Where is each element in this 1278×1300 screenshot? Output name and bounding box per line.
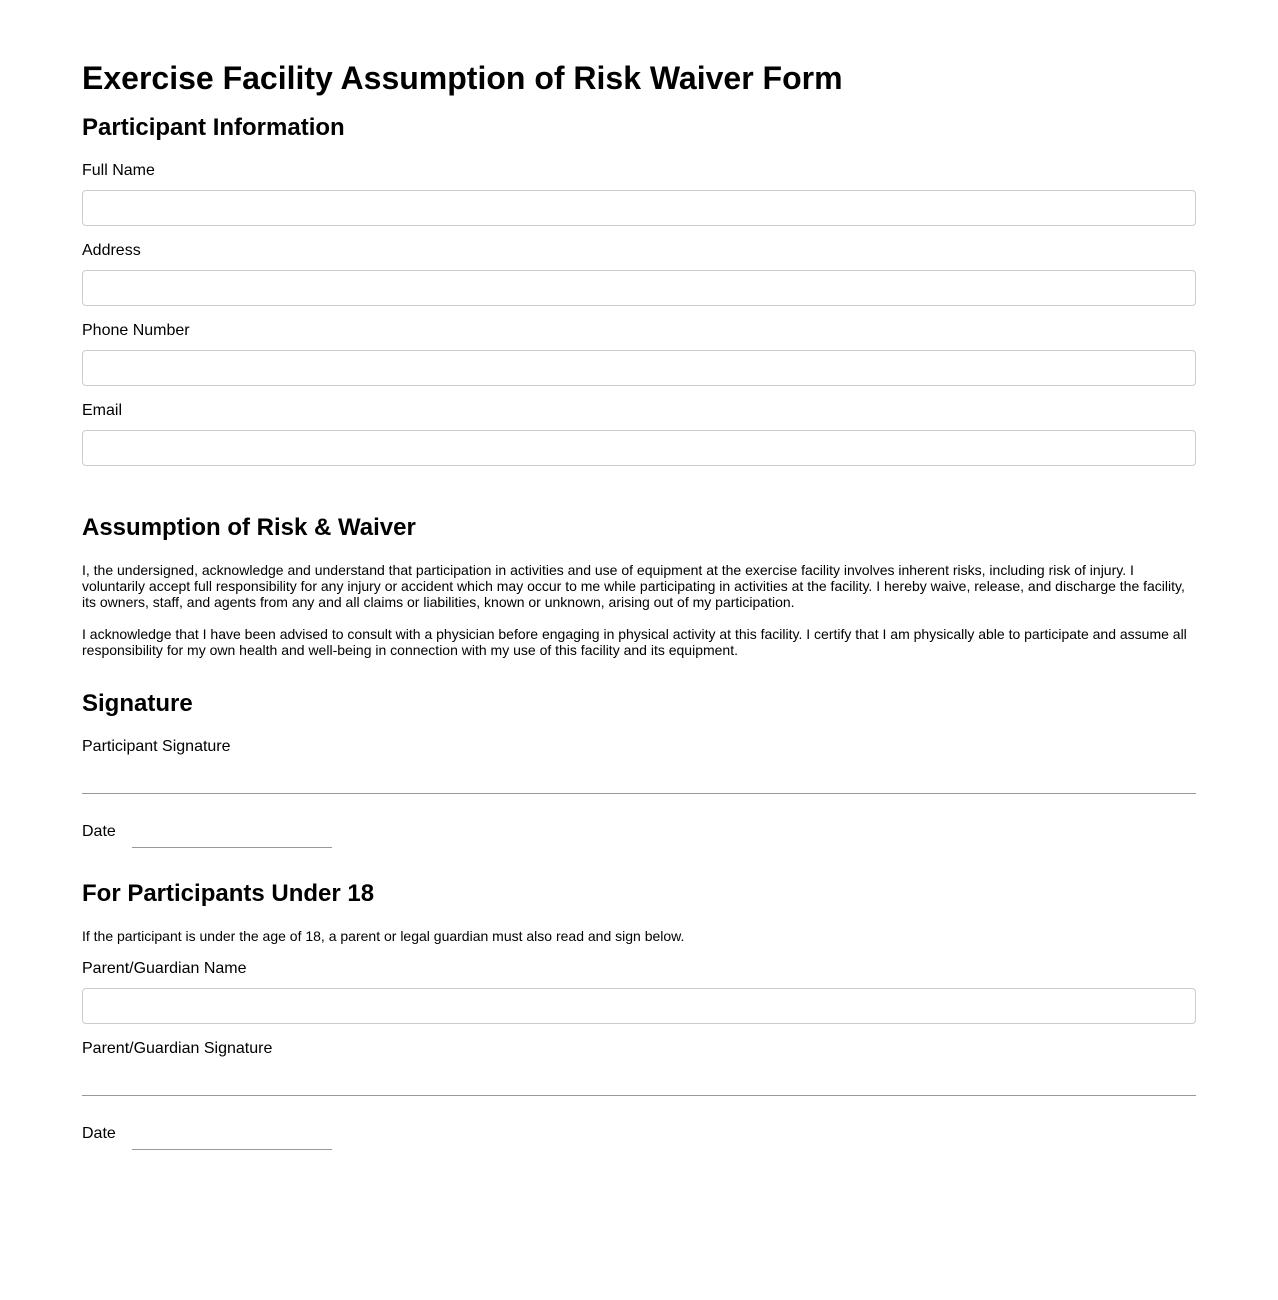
page-title: Exercise Facility Assumption of Risk Waiver Form — [82, 60, 843, 96]
guardian-date-row — [82, 1125, 1196, 1143]
waiver-form — [82, 0, 1196, 1143]
section-heading-participant-info: Participant Information — [82, 114, 345, 141]
waiver-paragraph-2: I acknowledge that I have been advised to consult with a physician before engaging in physical activity at this facility. I certify that I am physically able to participate and assume all responsibility for my own health and well-being in connection with my use of this facility and its equipment. — [82, 626, 1187, 658]
participant-date-row — [82, 823, 1196, 841]
participant-signature-label: Participant Signature — [82, 738, 231, 755]
phone-label: Phone Number — [82, 322, 190, 339]
guardian-date-label: Date — [82, 1125, 116, 1142]
participant-date-label: Date — [82, 823, 116, 840]
section-heading-signature: Signature — [82, 690, 193, 717]
minors-note: If the participant is under the age of 18, a parent or legal guardian must also read and sign below. — [82, 928, 685, 944]
waiver-paragraph-1: I, the undersigned, acknowledge and understand that participation in activities and use of equipment at the exercise facility involves inherent risks, including risk of injury. I voluntarily accept full responsibility for any injury or accident which may occur to me while participating in activities at the facility. I hereby waive, release, and discharge the facility, its owners, staff, and agents from any and all claims or liabilities, known or unknown, arising out of my participation. — [82, 562, 1185, 610]
section-heading-waiver: Assumption of Risk & Waiver — [82, 514, 416, 541]
guardian-name-label: Parent/Guardian Name — [82, 960, 247, 977]
email-input[interactable] — [82, 430, 1196, 466]
phone-input[interactable] — [82, 350, 1196, 386]
participant-date-line[interactable] — [132, 847, 332, 848]
section-heading-minors: For Participants Under 18 — [82, 880, 375, 907]
full-name-input[interactable] — [82, 190, 1196, 226]
email-label: Email — [82, 402, 123, 419]
guardian-signature-line[interactable] — [82, 1095, 1196, 1096]
guardian-name-input[interactable] — [82, 988, 1196, 1024]
address-label: Address — [82, 242, 141, 259]
guardian-signature-label: Parent/Guardian Signature — [82, 1040, 273, 1057]
address-input[interactable] — [82, 270, 1196, 306]
full-name-label: Full Name — [82, 162, 155, 179]
guardian-date-line[interactable] — [132, 1149, 332, 1150]
participant-signature-line[interactable] — [82, 793, 1196, 794]
